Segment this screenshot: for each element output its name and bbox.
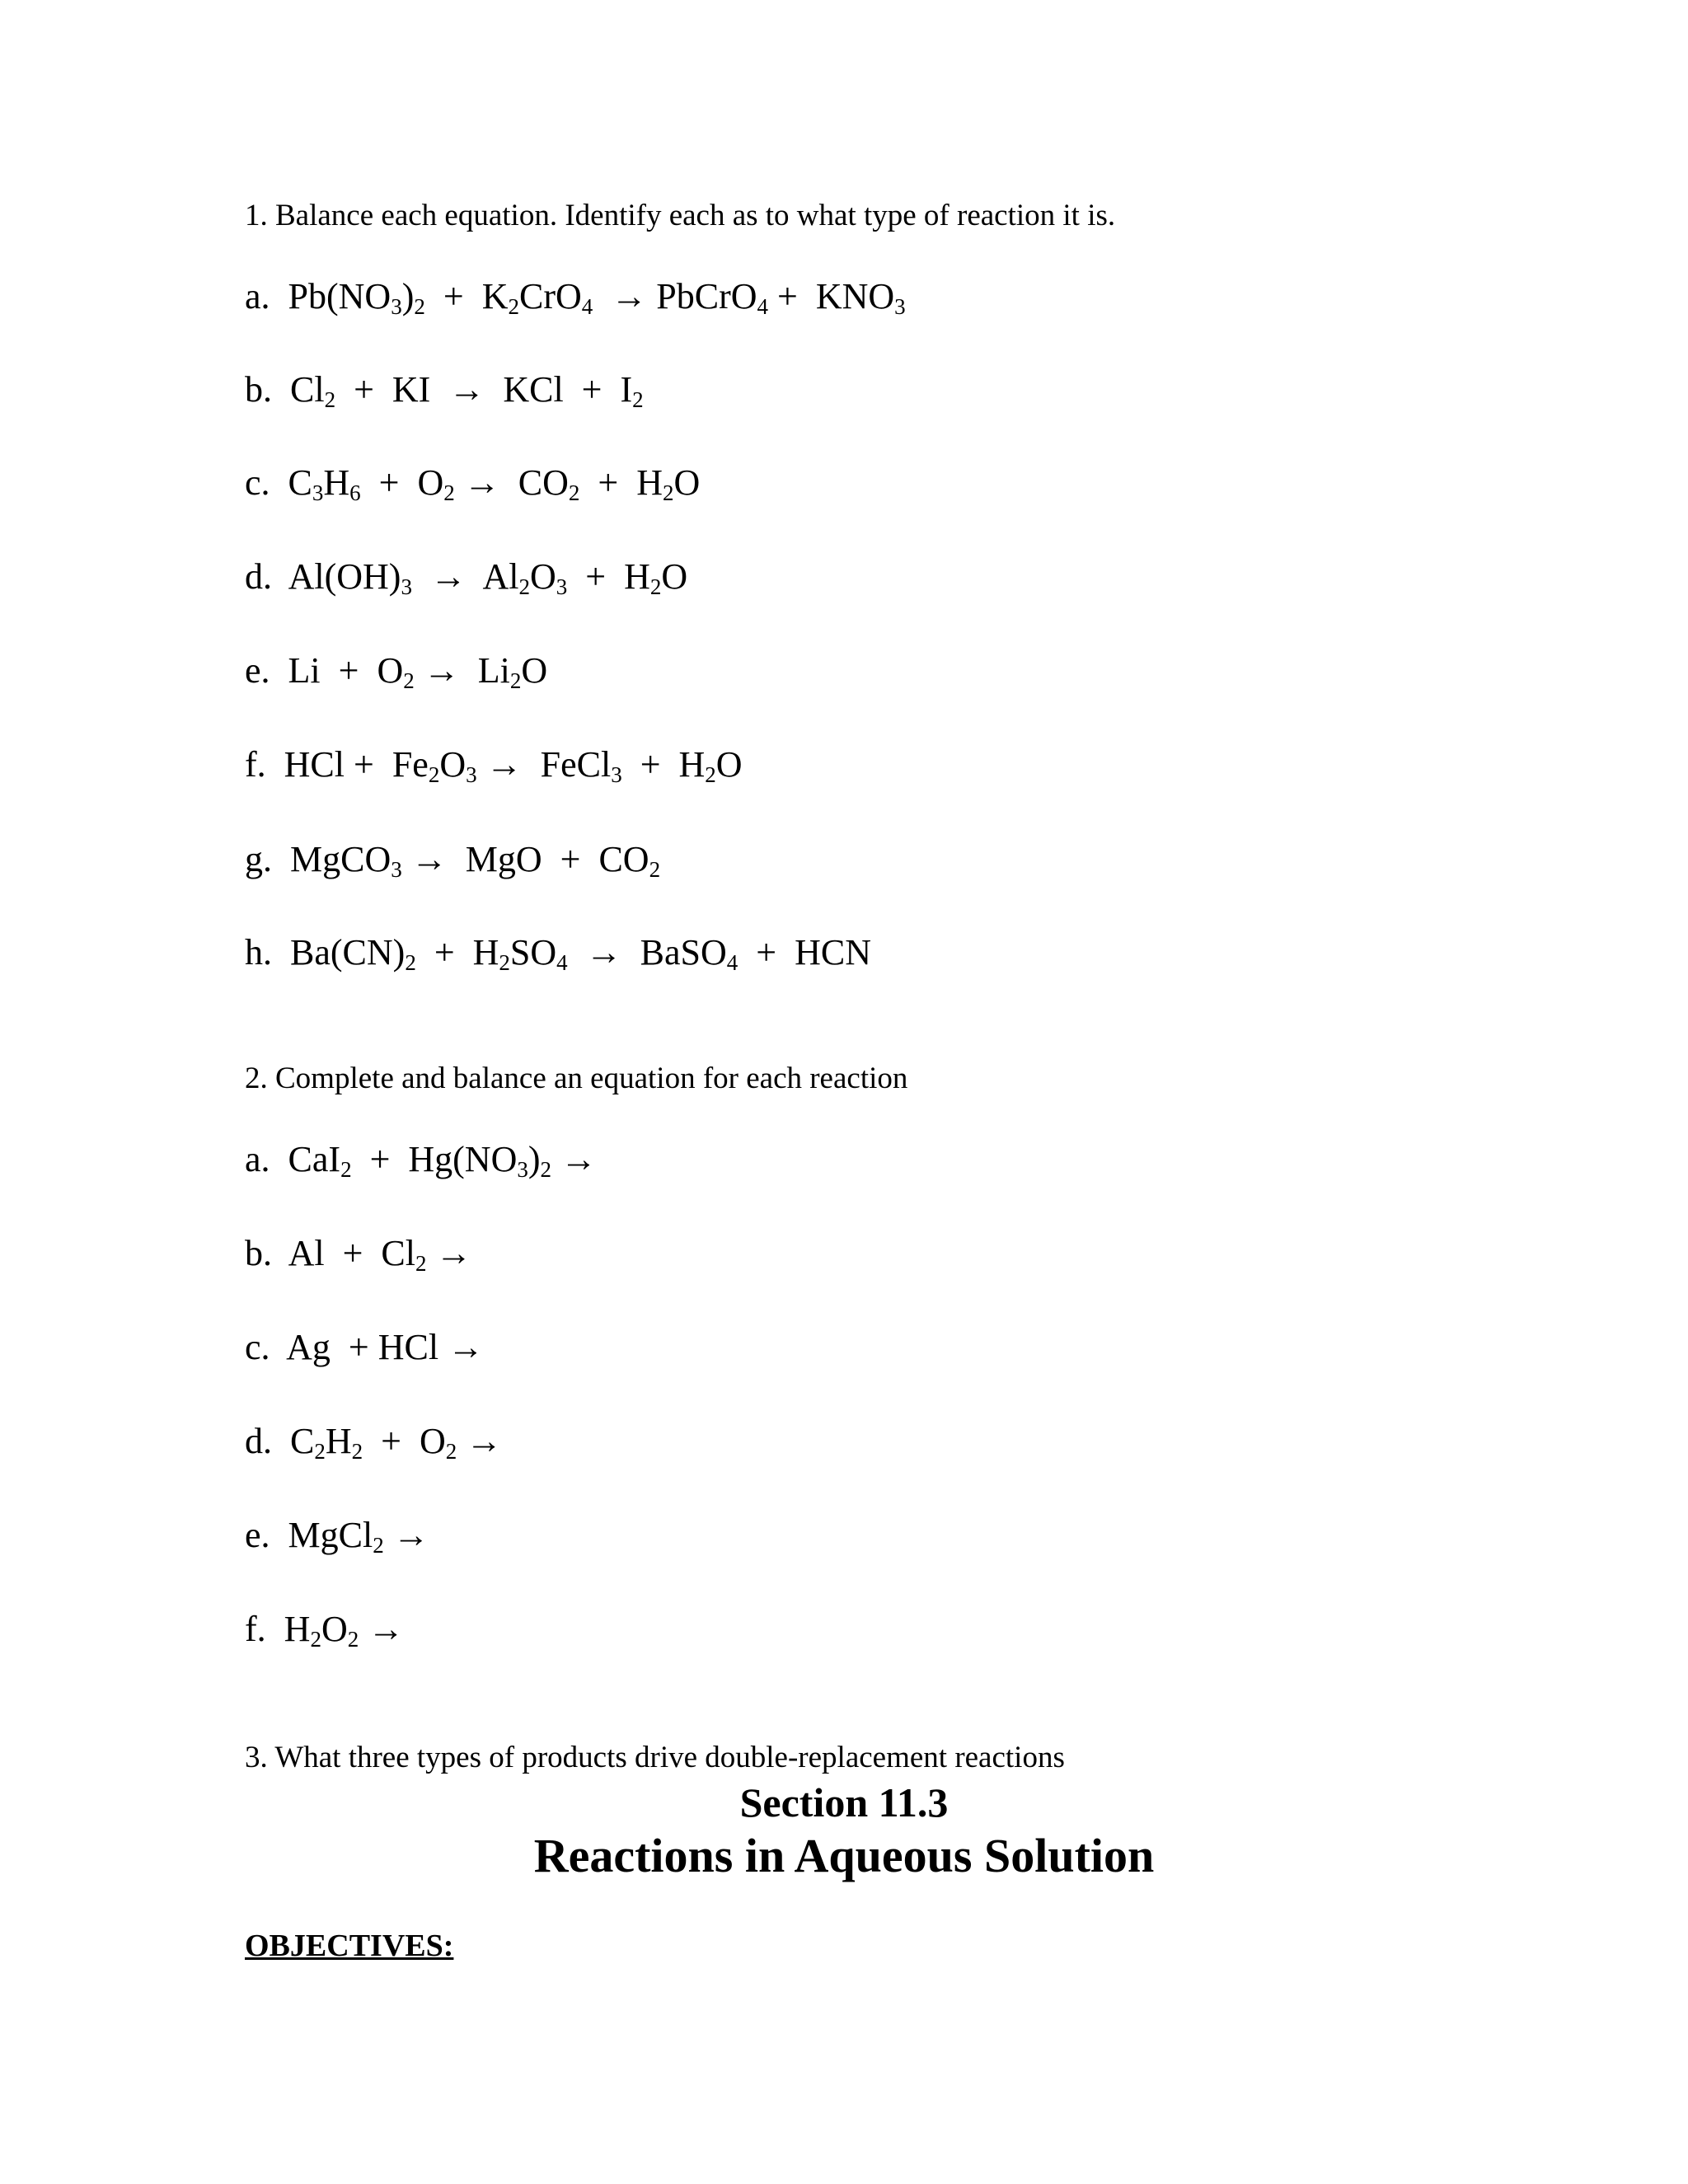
formula: $Li + O_2 \to Li_2O$ xyxy=(288,650,548,693)
equation-1g: g. MgCO$_3$ → MgO + $CO_2$ xyxy=(245,839,661,882)
formula: $Pb(NO_3)_2 + K_2CrO_4$ → PbCrO$_4$ + $KNO_3$ xyxy=(288,276,906,319)
formula: $Cl_2$ + KI → KCl + $I_2$ xyxy=(290,369,644,412)
question-2-prompt: 2. Complete and balance an equation for each reaction xyxy=(245,1062,908,1095)
formula: $Al(OH)_3 \to Al_2O_3 + H_2O$ xyxy=(288,556,688,599)
equation-2f: f. $H_2O_2$ → xyxy=(245,1609,405,1652)
formula: $C_2H_2 + O_2$ → xyxy=(290,1421,503,1464)
equation-2b: b. $Al + Cl_2$ → xyxy=(245,1233,472,1276)
equation-1e: e. $Li + O_2 \to Li_2O$ xyxy=(245,650,548,693)
formula: $C_3H_6 + O_2 \to CO_2 + H_2O$ xyxy=(288,462,701,505)
formula: Ag + HCl → xyxy=(286,1327,485,1367)
equation-1d: d. $Al(OH)_3 \to Al_2O_3 + H_2O$ xyxy=(245,556,688,599)
equation-1f: f. HCl + $Fe_2O_3$ → FeCl$_3$ + $H_2O$ xyxy=(245,744,743,787)
equation-2e: e. MgCl$_2$ → xyxy=(245,1515,429,1558)
formula: MgCl$_2$ → xyxy=(288,1515,429,1558)
equation-1a: a. $Pb(NO_3)_2 + K_2CrO_4$ → PbCrO$_4$ + $KNO_3$ xyxy=(245,276,906,319)
equation-2d: d. $C_2H_2 + O_2$ → xyxy=(245,1421,503,1464)
objectives-heading: OBJECTIVES: xyxy=(245,1929,454,1963)
equation-2a: a. $CaI_2 + Hg(NO_3)_2$ → xyxy=(245,1139,598,1182)
equation-2c: c. Ag + HCl → xyxy=(245,1327,485,1367)
equation-1c: c. $C_3H_6 + O_2 \to CO_2 + H_2O$ xyxy=(245,462,701,505)
formula: $H_2O_2$ → xyxy=(284,1609,405,1652)
equation-1h: h. $Ba(CN)_2 + H_2SO_4$ → BaSO$_4$ + HCN xyxy=(245,932,871,975)
section-title: Reactions in Aqueous Solution xyxy=(533,1829,1155,1882)
formula: MgCO$_3$ → MgO + $CO_2$ xyxy=(290,839,661,882)
question-1-prompt: 1. Balance each equation. Identify each as to what type of reaction it is. xyxy=(245,199,1116,232)
question-3-prompt: 3. What three types of products drive double-replacement reactions xyxy=(245,1741,1065,1774)
equation-1b: b. $Cl_2$ + KI → KCl + $I_2$ xyxy=(245,369,644,412)
formula: $CaI_2 + Hg(NO_3)_2$ → xyxy=(288,1139,598,1182)
formula: HCl + $Fe_2O_3$ → FeCl$_3$ + $H_2O$ xyxy=(284,744,743,787)
formula: $Ba(CN)_2 + H_2SO_4$ → BaSO$_4$ + HCN xyxy=(290,932,871,975)
formula: $Al + Cl_2$ → xyxy=(288,1233,472,1276)
section-number: Section 11.3 xyxy=(739,1779,949,1825)
